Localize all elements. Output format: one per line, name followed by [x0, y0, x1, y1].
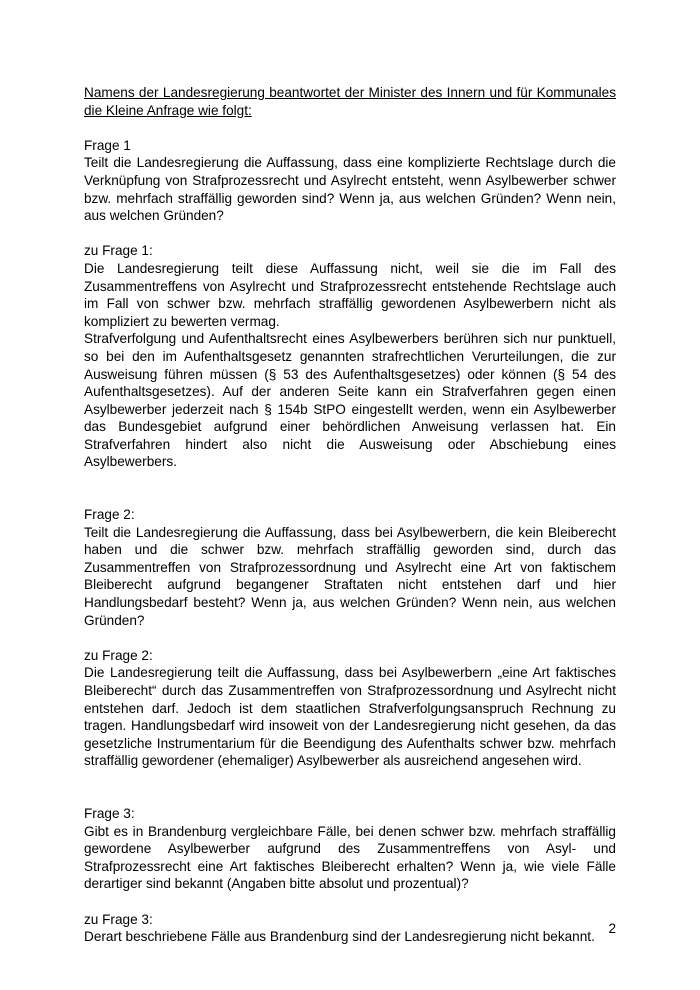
answer-3-text: Derart beschriebene Fälle aus Brandenburg sind der Landesregierung nicht bekannt. [84, 929, 595, 945]
question-2-heading: Frage 2: [84, 507, 135, 523]
answer-1-paragraph-1: Die Landesregierung teilt diese Auffassung nicht, weil sie die im Fall des Zusammentreffens von Asylrecht und Strafprozessrecht entstehende Rechtslage auch im Fall von schwer bzw. mehrfach straffällig gewordenen Asylbewerbern nicht als kompliziert zu bewerten vermag. [84, 260, 616, 329]
intro-text: Namens der Landesregierung beantwortet der Minister des Innern und für Kommunales die Kleine Anfrage wie folgt: [84, 85, 616, 118]
document-body [84, 84, 616, 946]
answer-3 [84, 911, 616, 946]
question-3 [84, 805, 616, 893]
answer-3-heading: zu Frage 3: [84, 911, 153, 927]
question-2 [84, 506, 616, 629]
answer-1-heading: zu Frage 1: [84, 243, 153, 259]
answer-1 [84, 242, 616, 471]
question-3-heading: Frage 3: [84, 805, 135, 821]
answer-2-text: Die Landesregierung teilt die Auffassung, dass bei Asylbewerbern „eine Art faktisches Bleiberecht“ durch das Zusammentreffen von Strafprozessordnung und Asylrecht nicht entstehen darf. Jedoch ist dem staatlichen Strafverfolgungsanspruch Rechnung zu tragen. Handlungsbedarf wird insoweit von der Landesregierung nicht gesehen, da das gesetzliche Instrumentarium für die Beendigung des Aufenthalts schwer bzw. mehrfach straffällig gewordener (ehemaliger) Asylbewerber als ausreichend angesehen wird. [84, 665, 616, 769]
page-number: 2 [608, 921, 616, 936]
question-1-text: Teilt die Landesregierung die Auffassung, dass eine komplizierte Rechtslage durch die Verknüpfung von Strafprozessrecht und Asylrecht entsteht, wenn Asylbewerber schwer bzw. mehrfach straffällig geworden sind? Wenn ja, aus welchen Gründen? Wenn nein, aus welchen Gründen? [84, 155, 616, 224]
question-1 [84, 137, 616, 225]
answer-2-heading: zu Frage 2: [84, 647, 153, 663]
question-2-text: Teilt die Landesregierung die Auffassung, dass bei Asylbewerbern, die kein Bleiberecht haben und die schwer bzw. mehrfach straffällig geworden sind, durch das Zusammentreffen von Strafprozessordnung und Asylrecht eine Art von faktischem Bleiberecht aufgrund begangener Straftaten nicht entstehen darf und hier Handlungsbedarf besteht? Wenn ja, aus welchen Gründen? Wenn nein, aus welchen Gründen? [84, 524, 616, 628]
question-3-text: Gibt es in Brandenburg vergleichbare Fälle, bei denen schwer bzw. mehrfach straffällig gewordene Asylbewerber aufgrund des Zusammentreffens von Asyl- und Strafprozessrecht eine Art faktisches Bleiberecht erhalten? Wenn ja, wie viele Fälle derartiger sind bekannt (Angaben bitte absolut und prozentual)? [84, 823, 616, 892]
answer-1-paragraph-2: Strafverfolgung und Aufenthaltsrecht eines Asylbewerbers berühren sich nur punktuell, so bei den im Aufenthaltsgesetz genannten strafrechtlichen Verurteilungen, die zur Ausweisung führen müssen (§ 53 des Aufenthaltsgesetzes) oder können (§ 54 des Aufenthaltsgesetzes). Auf der anderen Seite kann ein Strafverfahren gegen einen Asylbewerber jederzeit nach § 154b StPO eingestellt werden, wenn ein Asylbewerber das Bundesgebiet aufgrund einer behördlichen Anweisung verlassen hat. Ein Strafverfahren hindert also nicht die Ausweisung oder Abschiebung eines Asylbewerbers. [84, 331, 616, 470]
question-1-heading: Frage 1 [84, 137, 131, 153]
answer-2 [84, 647, 616, 770]
